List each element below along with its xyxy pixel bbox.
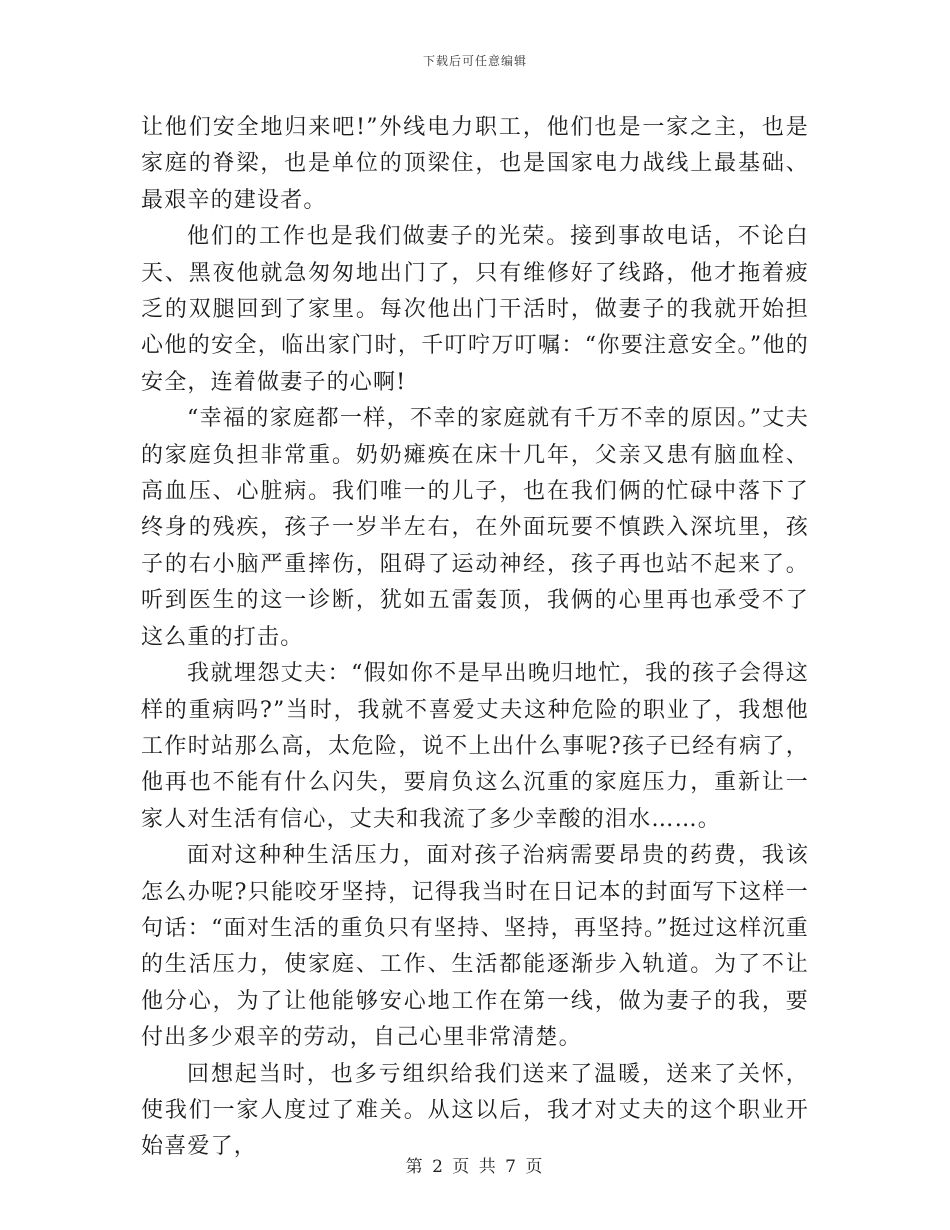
paragraph-1: 让他们安全地归来吧!”外线电力职工，他们也是一家之主，也是家庭的脊梁，也是单位的顶梁住，也是国家电力战线上最基础、最艰辛的建设者。 [141,115,809,213]
page-header: 下载后可任意编辑 [422,54,527,68]
paragraph-4: 我就埋怨丈夫：“假如你不是早出晚归地忙，我的孩子会得这样的重病吗?”当时，我就不喜爱丈夫这种危险的职业了，我想他工作时站那么高，太危险，说不上出什么事呢?孩子已经有病了，他再也不能有什么闪失，要肩负这么沉重的家庭压力，重新让一家人对生活有信心，丈夫和我流了多少幸酸的泪水……。 [141,661,809,832]
page-number-footer: 第 2 页 共 7 页 [405,1157,545,1177]
paragraph-3: “幸福的家庭都一样，不幸的家庭就有千万不幸的原因。”丈夫的家庭负担非常重。奶奶瘫痪在床十几年，父亲又患有脑血栓、高血压、心脏病。我们唯一的儿子，也在我们俩的忙碌中落下了终身的残疾，孩子一岁半左右，在外面玩要不慎跌入深坑里，孩子的右小脑严重摔伤，阻碍了运动神经，孩子再也站不起来了。听到医生的这一诊断，犹如五雷轰顶，我俩的心里再也承受不了这么重的打击。 [141,406,809,650]
paragraph-6: 回想起当时，也多亏组织给我们送来了温暖，送来了关怀，使我们一家人度过了难关。从这以后，我才对丈夫的这个职业开始喜爱了， [141,1061,809,1160]
document-body [141,110,809,1166]
paragraph-2: 他们的工作也是我们做妻子的光荣。接到事故电话，不论白天、黑夜他就急匆匆地出门了，只有维修好了线路，他才拖着疲乏的双腿回到了家里。每次他出门干活时，做妻子的我就开始担心他的安全，临出家门时，千叮咛万叮嘱：“你要注意安全。”他的安全，连着做妻子的心啊! [141,224,809,395]
paragraph-5: 面对这种种生活压力，面对孩子治病需要昂贵的药费，我该怎么办呢?只能咬牙坚持，记得我当时在日记本的封面写下这样一句话：“面对生活的重负只有坚持、坚持，再坚持。”挺过这样沉重的生活压力，使家庭、工作、生活都能逐渐步入轨道。为了不让他分心，为了让他能够安心地工作在第一线，做为妻子的我，要付出多少艰辛的劳动，自己心里非常清楚。 [141,843,809,1051]
